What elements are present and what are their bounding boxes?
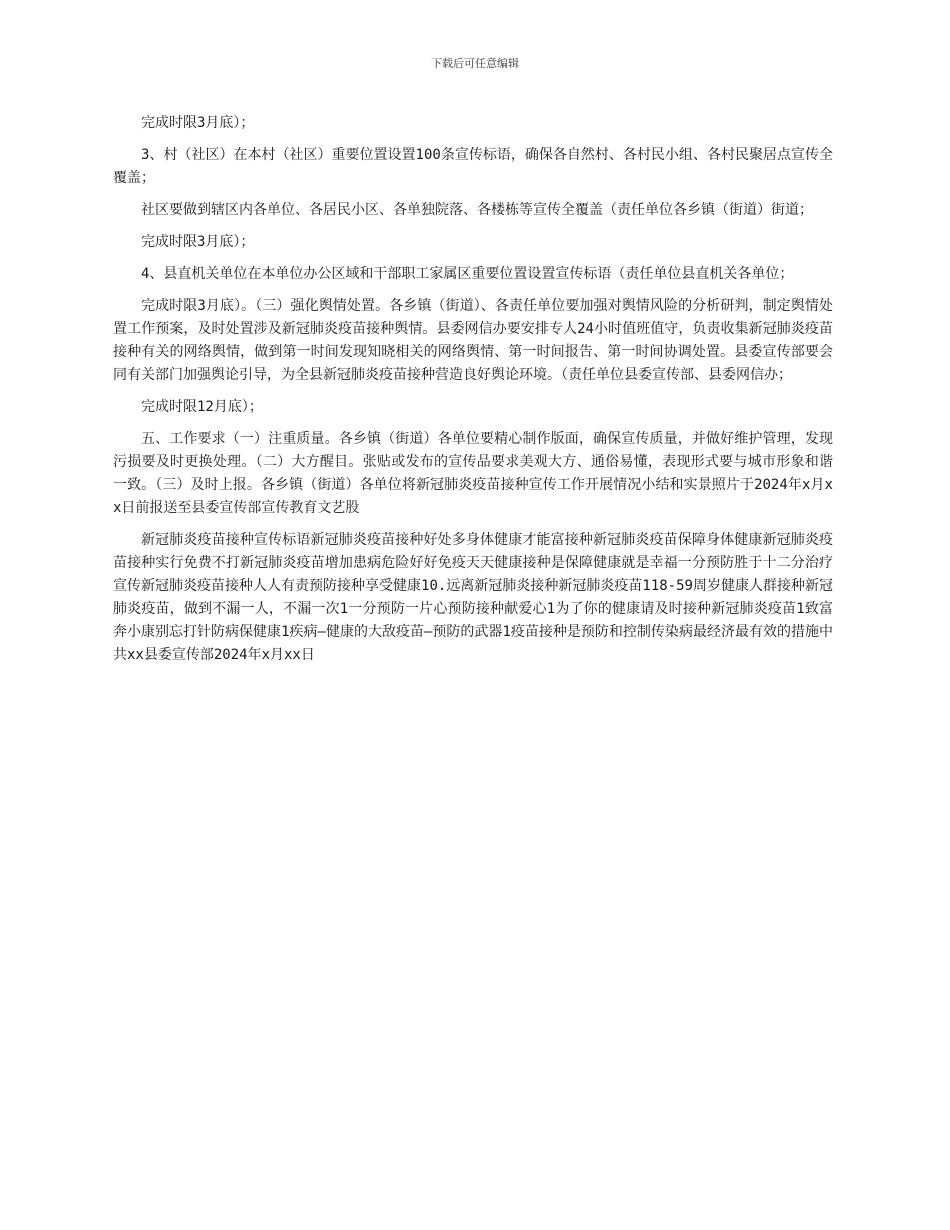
document-body bbox=[113, 112, 833, 676]
paragraph-community-coverage: 社区要做到辖区内各单位、各居民小区、各单独院落、各楼栋等宣传全覆盖（责任单位各乡镇（街道）街道； bbox=[141, 202, 813, 218]
paragraph-slogans: 新冠肺炎疫苗接种宣传标语新冠肺炎疫苗接种好处多身体健康才能富接种新冠肺炎疫苗保障身体健康新冠肺炎疫苗接种实行免费不打新冠肺炎疫苗增加患病危险好好免疫天天健康接种是保障健康就是幸福一分预防胜于十二分治疗宣传新冠肺炎疫苗接种人人有责预防接种享受健康10.远离新冠肺炎接种新冠肺炎疫苗118-59周岁健康人群接种新冠肺炎疫苗，做到不漏一人，不漏一次1一分预防一片心预防接种献爱心1为了你的健康请及时接种新冠肺炎疫苗1致富奔小康别忘打针防病保健康1疾病—健康的大敌疫苗—预防的武器1疫苗接种是预防和控制传染病最经济最有效的措施中共xx县委宣传部2024年x月xx日 bbox=[113, 532, 833, 663]
paragraph-county-agencies: 4、县直机关单位在本单位办公区域和干部职工家属区重要位置设置宣传标语（责任单位县直机关各单位； bbox=[141, 266, 794, 282]
paragraph-work-requirements: 五、工作要求（一）注重质量。各乡镇（街道）各单位要精心制作版面，确保宣传质量，并做好维护管理，发现污损要及时更换处理。（二）大方醒目。张贴或发布的宣传品要求美观大方、通俗易懂，表现形式要与城市形象和谐一致。（三）及时上报。各乡镇（街道）各单位将新冠肺炎疫苗接种宣传工作开展情况小结和实景照片于2024年x月xx日前报送至县委宣传部宣传教育文艺股 bbox=[113, 431, 833, 516]
paragraph-deadline-march-1: 完成时限3月底）； bbox=[141, 115, 255, 131]
paragraph-deadline-december: 完成时限12月底）； bbox=[141, 399, 263, 415]
paragraph-public-opinion: 完成时限3月底）。（三）强化舆情处置。各乡镇（街道）、各责任单位要加强对舆情风险的分析研判，制定舆情处置工作预案，及时处置涉及新冠肺炎疫苗接种舆情。县委网信办要安排专人24小时值班值守，负责收集新冠肺炎疫苗接种有关的网络舆情，做到第一时间发现知晓相关的网络舆情、第一时间报告、第一时间协调处置。县委宣传部要会同有关部门加强舆论引导，为全县新冠肺炎疫苗接种营造良好舆论环境。（责任单位县委宣传部、县委网信办； bbox=[113, 298, 833, 383]
paragraph-village-slogans: 3、村（社区）在本村（社区）重要位置设置100条宣传标语，确保各自然村、各村民小组、各村民聚居点宣传全覆盖； bbox=[113, 147, 833, 186]
paragraph-deadline-march-2: 完成时限3月底）； bbox=[141, 234, 255, 250]
page-header: 下载后可任意编辑 bbox=[431, 57, 519, 70]
